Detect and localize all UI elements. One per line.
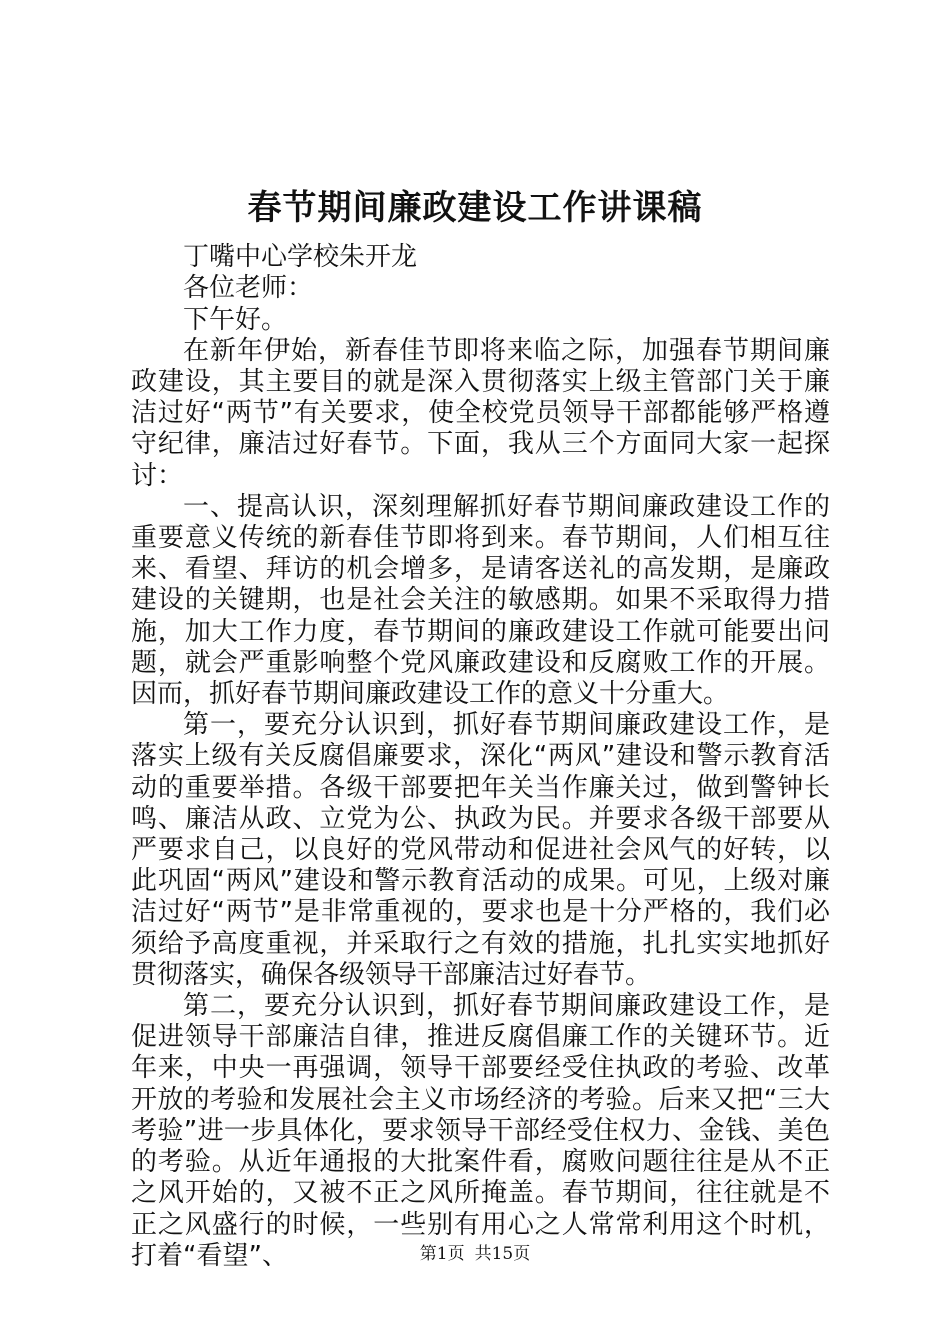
paragraph-section-one: 一、提高认识，深刻理解抓好春节期间廉政建设工作的重要意义传统的新春佳节即将到来。春节期间，人们相互往来、看望、拜访的机会增多，是请客送礼的高发期，是廉政建设的关键期，也是社会关注的敏感期。如果不采取得力措施，加大工作力度，春节期间的廉政建设工作就可能要出问题，就会严重影响整个党风廉政建设和反腐败工作的开展。因而，抓好春节期间廉政建设工作的意义十分重大。 <box>131 491 830 710</box>
page-total: 共15页 <box>474 1244 531 1264</box>
document-title: 春节期间廉政建设工作讲课稿 <box>247 188 703 228</box>
paragraph-first-point: 第一，要充分认识到，抓好春节期间廉政建设工作，是落实上级有关反腐倡廉要求，深化“两风”建设和警示教育活动的重要举措。各级干部要把年关当作廉关过，做到警钟长鸣、廉洁从政、立党为公、执政为民。并要求各级干部要从严要求自己，以良好的党风带动和促进社会风气的好转，以此巩固“两风”建设和警示教育活动的成果。可见，上级对廉洁过好“两节”是非常重视的，要求也是十分严格的，我们必须给予高度重视，并采取行之有效的措施，扎扎实实地抓好贯彻落实，确保各级领导干部廉洁过好春节。 <box>131 710 830 990</box>
paragraph-second-point: 第二，要充分认识到，抓好春节期间廉政建设工作，是促进领导干部廉洁自律，推进反腐倡廉工作的关键环节。近年来，中央一再强调，领导干部要经受住执政的考验、改革开放的考验和发展社会主义市场经济的考验。后来又把“三大考验”进一步具体化，要求领导干部经受住权力、金钱、美色的考验。从近年通报的大批案件看，腐败问题往往是从不正之风开始的，又被不正之风所掩盖。春节期间，往往就是不正之风盛行的时候，一些别有用心之人常常利用这个时机，打着“看望”、 <box>131 991 830 1271</box>
author-line: 丁嘴中心学校朱开龙 <box>183 242 418 273</box>
salutation: 各位老师： <box>183 273 314 304</box>
page-footer <box>0 1243 950 1265</box>
paragraph-intro: 在新年伊始，新春佳节即将来临之际，加强春节期间廉政建设，其主要目的就是深入贯彻落实上级主管部门关于廉洁过好“两节”有关要求，使全校党员领导干部都能够严格遵守纪律，廉洁过好春节。下面，我从三个方面同大家一起探讨： <box>131 335 830 491</box>
page-number: 第1页 <box>419 1244 465 1264</box>
greeting: 下午好。 <box>183 304 288 335</box>
spacer-line <box>131 211 830 242</box>
document-body <box>131 211 830 1272</box>
